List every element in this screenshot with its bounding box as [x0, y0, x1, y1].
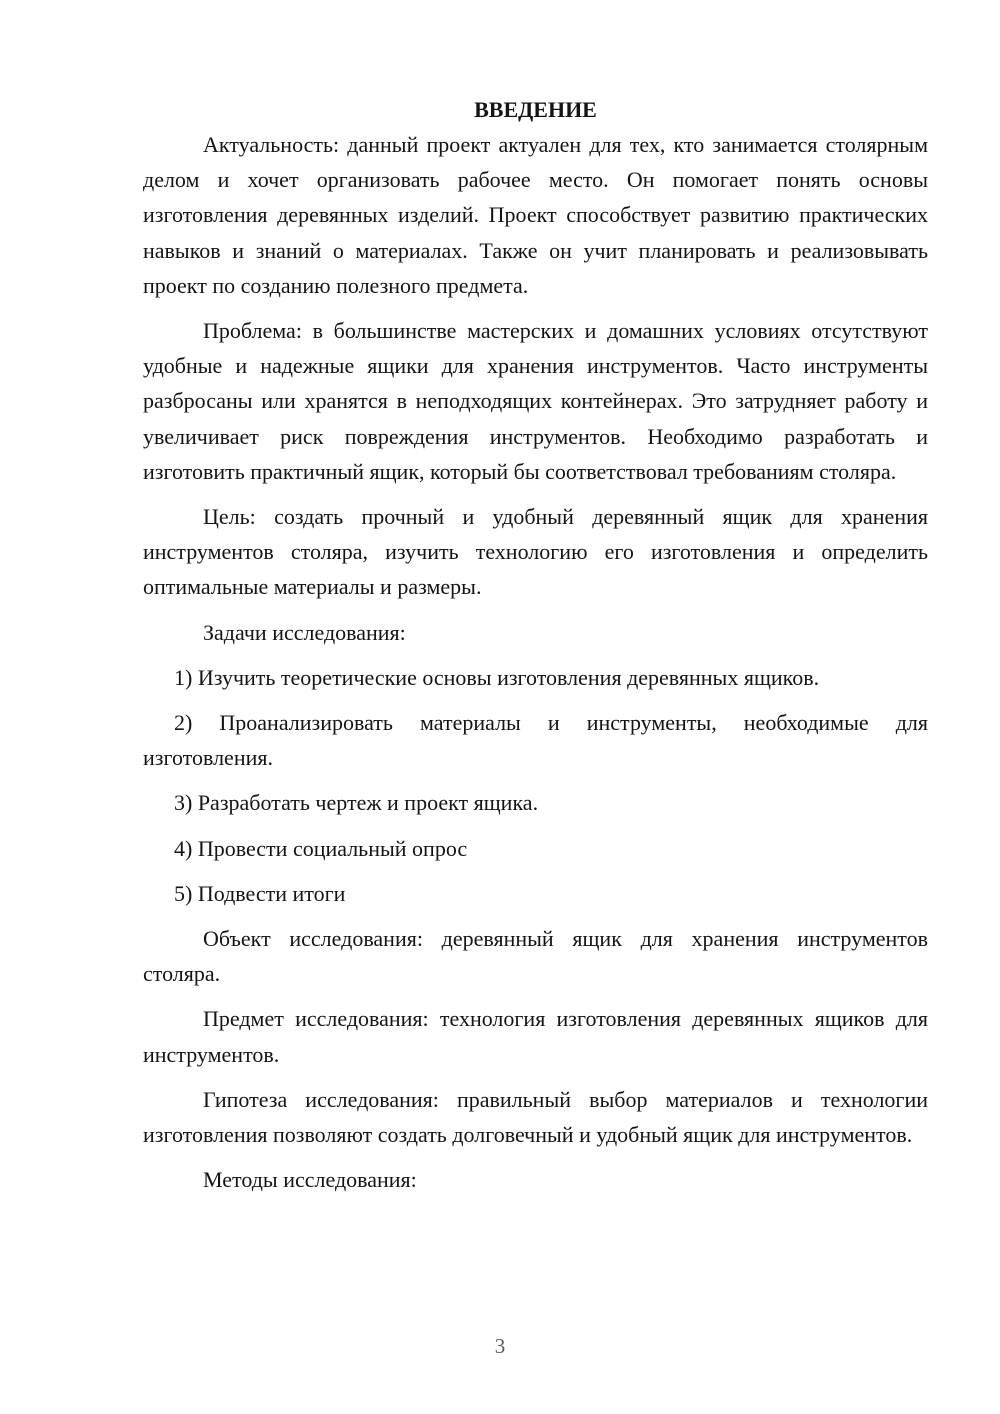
paragraph-problem: Проблема: в большинстве мастерских и домашних условиях отсутствуют удобные и надежные ящики для хранения инструментов. Часто инструменты разбросаны или хранятся в неподходящих контейнерах. Это затрудняет работу и увеличивает риск повреждения инструментов. Необходимо разработать и изготовить практичный ящик, который бы соответствовал требованиям столяра. [143, 318, 928, 484]
document-body [143, 92, 928, 1207]
paragraph-goal: Цель: создать прочный и удобный деревянный ящик для хранения инструментов столяра, изучить технологию его изготовления и определить оптимальные материалы и размеры. [143, 504, 928, 600]
paragraph-relevance: Актуальность: данный проект актуален для тех, кто занимается столярным делом и хочет организовать рабочее место. Он помогает понять основы изготовления деревянных изделий. Проект способствует развитию практических навыков и знаний о материалах. Также он учит планировать и реализовывать проект по созданию полезного предмета. [143, 132, 928, 298]
paragraph-subject: Предмет исследования: технология изготовления деревянных ящиков для инструментов. [143, 1006, 928, 1067]
paragraph-hypothesis: Гипотеза исследования: правильный выбор материалов и технологии изготовления позволяют создать долговечный и удобный ящик для инструментов. [143, 1086, 928, 1148]
task-item-1: 1) Изучить теоретические основы изготовления деревянных ящиков. [174, 664, 820, 690]
task-item-4: 4) Провести социальный опрос [174, 835, 468, 861]
section-title: ВВЕДЕНИЕ [474, 97, 597, 122]
task-item-2: 2) Проанализировать материалы и инструменты, необходимые для изготовления. [143, 710, 928, 771]
paragraph-object: Объект исследования: деревянный ящик для хранения инструментов столяра. [143, 926, 928, 987]
task-item-5: 5) Подвести итоги [174, 880, 346, 906]
task-item-3: 3) Разработать чертеж и проект ящика. [174, 790, 539, 816]
paragraph-tasks-heading: Задачи исследования: [203, 619, 406, 645]
page-number: 3 [494, 1334, 506, 1358]
paragraph-methods: Методы исследования: [203, 1167, 417, 1193]
